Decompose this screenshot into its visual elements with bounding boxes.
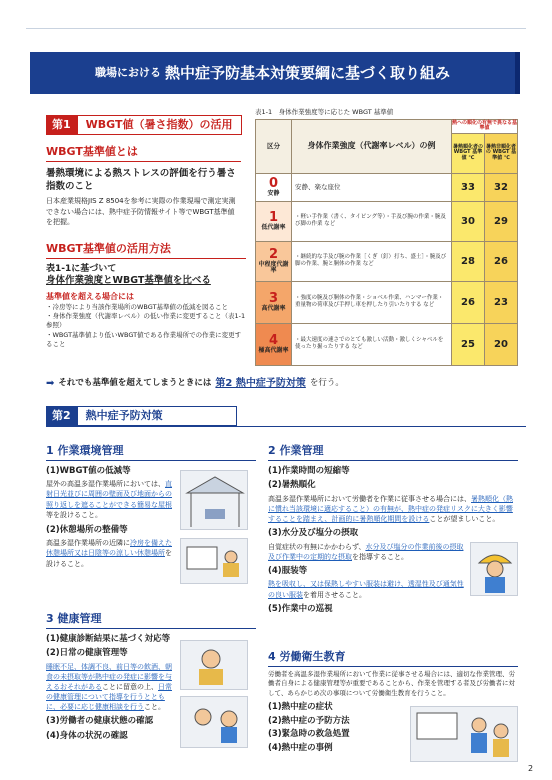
c3-text2d: こと。	[144, 703, 165, 712]
c2-text4	[268, 579, 468, 599]
table-row	[256, 173, 518, 201]
row0-example: 安静、楽な座位	[292, 173, 452, 201]
c3-sub3: (3)労働者の健康状態の確認	[46, 716, 154, 727]
c1-text1a: 屋外の高温多湿作業場所においては、	[46, 480, 165, 489]
wbgt-table	[255, 119, 518, 366]
c2-text2a: 高温多湿作業場所において労働者を作業に従事させる場合には、	[268, 494, 471, 503]
c1-text1b: 直射日光並びに周囲の壁面及び地面からの照り返しを遮ることができる簡易な屋根	[46, 480, 172, 509]
usage-lead2: 身体作業強度とWBGT基準値を比べる	[46, 274, 211, 286]
arrow-right-icon: ➡	[46, 378, 55, 389]
c1-text2b: 冷房を備えた休憩場所又は日陰等の涼しい休憩場所	[46, 539, 172, 558]
col-top: 熱への順化の有無で異なる基準値	[452, 119, 518, 132]
usage-bullet-2: ・WBGT基準値より低いWBGT値である作業場所での作業に変更すること	[46, 330, 242, 349]
c1-text2	[46, 538, 176, 568]
section2-rule	[46, 426, 526, 427]
c4-item-2: (3)緊急時の救急処置	[268, 729, 350, 740]
c1-text2c: を設けること。	[46, 549, 172, 568]
row3-level: 3	[268, 290, 279, 306]
c3-text2	[46, 662, 176, 713]
c1-heading: 1 作業環境管理	[46, 444, 256, 461]
section1-title: WBGT値（暑さ指数）の活用	[77, 115, 242, 135]
c2-heading: 2 作業管理	[268, 444, 518, 461]
wbgt-text: 日本産業規格JIS Z 8504を参考に実際の作業現場で測定実測できない場合には、熱中症予防情報サイト等でWBGT基準値を把握。	[46, 197, 236, 226]
section2-number: 第2	[46, 406, 77, 426]
c1-text2a: 高温多湿作業場所の近隣に	[46, 539, 130, 548]
tired-worker-illustration	[180, 640, 248, 690]
c2-text2c: ことを踏まえ、計画的に暑熱順化期間を設ける	[282, 515, 430, 524]
c2-text2	[268, 494, 518, 524]
section1-number: 第1	[46, 115, 77, 135]
row1-a: 30	[452, 201, 485, 241]
section1-tag	[46, 115, 242, 135]
c2-text4b: を着用させること。	[303, 590, 366, 599]
section2-title: 熱中症予防対策	[77, 406, 237, 426]
row2-b: 26	[485, 241, 518, 281]
c3-text2a: 睡眠不足、体調不良、前日等の飲酒、朝食の未摂取等が熱中症の発症に影響を与えるおそれがある	[46, 662, 172, 692]
row4-level: 4	[268, 332, 279, 348]
row4-a: 25	[452, 323, 485, 365]
c3-sub2: (2)日常の健康管理等	[46, 648, 128, 659]
row0-b: 32	[485, 173, 518, 201]
top-rule	[26, 28, 526, 29]
c1-sub1: (1)WBGT値の低減等	[46, 465, 131, 476]
row2-example: ・継続的な手及び腕の作業［くぎ（釘）打ち、盛土］・腕及び脚の作業、腕と胴体の作業 など	[292, 241, 452, 281]
table-row	[256, 241, 518, 281]
page-number: 2	[528, 764, 534, 773]
row0-a: 33	[452, 173, 485, 201]
banner-prefix: 職場における	[94, 65, 161, 79]
c2-sub3: (3)水分及び塩分の摂取	[268, 528, 359, 539]
wbgt-lead: 暑熱環境による熱ストレスの評価を行う暑さ指数のこと	[46, 167, 236, 193]
c2-text4a: 熱を吸収し、又は保熱しやすい服装は避け、透湿性及び通気性の良い服装	[268, 580, 464, 599]
c4-heading: 4 労働衛生教育	[268, 650, 518, 667]
page-banner	[30, 52, 520, 94]
col-a: 暑熱順化者の WBGT 基準値 ℃	[452, 133, 485, 173]
bridge-line	[46, 377, 516, 391]
c2-text2b: 暑熱順化（熱に慣れ当該環境に適応すること）の有無が、熱中症の発症リスクに大きく影響する	[268, 494, 513, 524]
shade-tent-illustration	[180, 470, 248, 530]
col-work: 身体作業強度（代謝率レベル）の例	[292, 119, 452, 173]
c2-text3	[268, 542, 468, 562]
section2-tag	[46, 406, 237, 426]
row2-level: 2	[268, 246, 279, 262]
c2-text3c: を指導すること。	[352, 552, 408, 561]
table-caption: 表1-1 身体作業強度等に応じた WBGT 基準値	[255, 108, 394, 116]
usage-bullet-1: ・身体作業強度（代謝率レベル）の低い作業に変更すること（表1-1参照）	[46, 312, 246, 330]
c2-sub5: (5)作業中の巡視	[268, 603, 333, 614]
c1-text1	[46, 479, 176, 520]
usage-lead1: 表1-1に基づいて	[46, 263, 117, 274]
c3-text2b: ことに留意の上、	[102, 683, 158, 692]
row1-b: 29	[485, 201, 518, 241]
bridge-strong: 第2 熱中症予防対策	[215, 378, 306, 389]
table-row	[256, 201, 518, 241]
c4-text: 労働者を高温多湿作業場所において作業に従事させる場合には、適切な作業管理、労働者自身による健康管理等が重要であることから、作業を管理する者及び労働者に対して、あらかじめ次の事項について労働衛生教育を行うこと。	[268, 669, 515, 697]
row3-a: 26	[452, 281, 485, 323]
row0-level: 0	[268, 175, 279, 191]
usage-over-heading: 基準値を超える場合には	[46, 291, 134, 301]
c2-text3a: 自覚症状の有無にかかわらず、	[268, 542, 366, 551]
wbgt-heading: WBGT基準値とは	[46, 145, 241, 162]
c2-sub2: (2)暑熱順化	[268, 480, 316, 491]
c2-sub1: (1)作業時間の短縮等	[268, 465, 350, 476]
c1-text1c: 等を設けること。	[46, 510, 102, 519]
table-row	[256, 323, 518, 365]
c3-sub1: (1)健康診断結果に基づく対応等	[46, 633, 171, 644]
row2-name: 中程度代謝率	[258, 260, 289, 275]
c3-sub4: (4)身体の状況の確認	[46, 730, 128, 741]
c3-heading: 3 健康管理	[46, 612, 256, 629]
col-b: 暑熱非順化者の WBGT 基準値 ℃	[485, 133, 518, 173]
c4-item-1: (2)熱中症の予防方法	[268, 715, 350, 726]
drinking-worker-illustration	[470, 542, 518, 596]
row1-name: 低代謝率	[261, 224, 286, 232]
row4-name: 極高代謝率	[258, 347, 289, 355]
row4-b: 20	[485, 323, 518, 365]
col-division: 区分	[256, 119, 292, 173]
rest-area-illustration	[180, 538, 248, 584]
health-check-illustration	[180, 696, 248, 748]
row4-example: ・最大速度の速さでのとても激しい活動・激しくシャベルを使ったり掘ったりする など	[292, 323, 452, 365]
row3-name: 高代謝率	[261, 305, 286, 313]
row1-example: ・軽い手作業（書く、タイピング等）・手及び腕の作業・腕及び脚の作業 など	[292, 201, 452, 241]
bridge-pre: それでも基準値を超えてしまうときには	[58, 378, 212, 389]
row3-example: ・強度の腕及び胴体の作業・ショベル作業、ハンマー作業・重量物の荷車及び手押し車を押したり引いたりする など	[292, 281, 452, 323]
row0-name: 安静	[267, 190, 280, 198]
training-illustration	[410, 706, 518, 762]
usage-bullet-0: ・冷房等により当該作業場所のWBGT基準値の低減を図ること	[46, 302, 229, 311]
banner-title: 熱中症予防基本対策要綱に基づく取り組み	[164, 63, 450, 82]
c3-text2c: 日常の健康管理について指導を行うとともに、必要に応じ健康相談を行う	[46, 683, 172, 712]
c2-text2d: ことが望ましいこと。	[429, 515, 500, 524]
c4-item-3: (4)熱中症の事例	[268, 742, 333, 753]
row2-a: 28	[452, 241, 485, 281]
c1-sub2: (2)休憩場所の整備等	[46, 524, 128, 535]
table-row	[256, 281, 518, 323]
c4-item-0: (1)熱中症の症状	[268, 702, 333, 713]
row1-level: 1	[268, 209, 279, 225]
usage-heading: WBGT基準値の活用方法	[46, 242, 246, 259]
c2-sub4: (4)服装等	[268, 565, 308, 576]
row3-b: 23	[485, 281, 518, 323]
bridge-post: を行う。	[309, 378, 344, 389]
c2-text3b: 水分及び塩分の作業前後の摂取及び作業中の定期的な摂取	[268, 542, 464, 561]
